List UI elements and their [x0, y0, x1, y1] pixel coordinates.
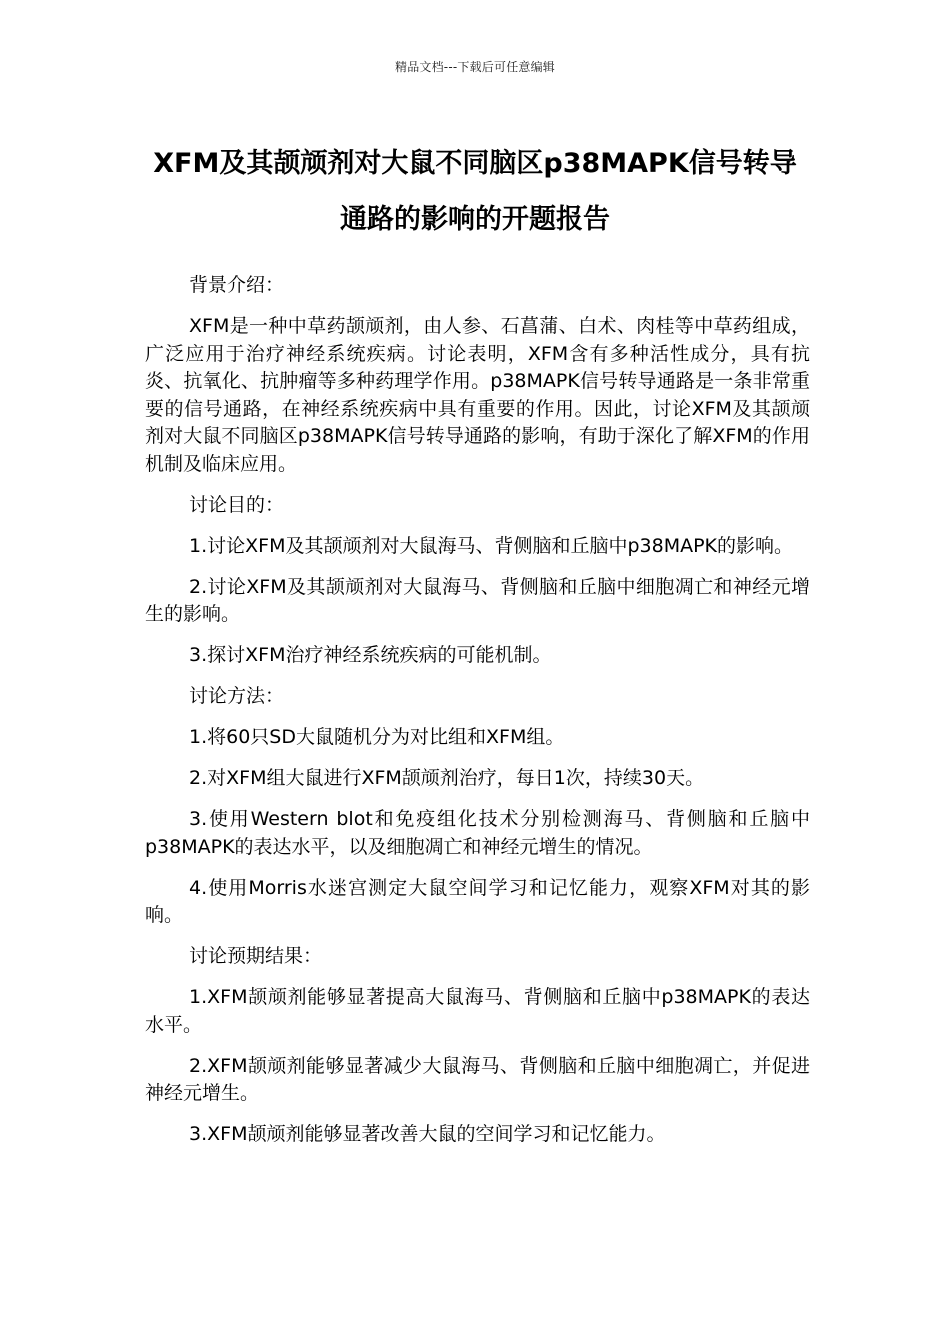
section-heading-methods: 讨论方法： [189, 685, 285, 707]
method-item: 4.使用Morris水迷宫测定大鼠空间学习和记忆能力，观察XFM对其的影响。 [145, 876, 810, 926]
method-item: 1.将60只SD大鼠随机分为对比组和XFM组。 [189, 726, 565, 748]
purpose-item: 2.讨论XFM及其颉颃剂对大鼠海马、背侧脑和丘脑中细胞凋亡和神经元增生的影响。 [145, 575, 810, 625]
header-note: 精品文档---下载后可任意编辑 [395, 60, 555, 74]
expected-result-item: 1.XFM颉颃剂能够显著提高大鼠海马、背侧脑和丘脑中p38MAPK的表达水平。 [145, 986, 810, 1036]
document-body [145, 272, 810, 1162]
method-item: 3.使用Western blot和免疫组化技术分别检测海马、背侧脑和丘脑中p38MAPK的表达水平，以及细胞凋亡和神经元增生的情况。 [145, 808, 810, 858]
section-heading-expected-results: 讨论预期结果： [189, 945, 323, 967]
document-title: XFM及其颉颃剂对大鼠不同脑区p38MAPK信号转导通路的影响的开题报告 [153, 148, 797, 235]
section-heading-purpose: 讨论目的： [189, 493, 285, 516]
paragraph-background: XFM是一种中草药颉颃剂，由人参、石菖蒲、白术、肉桂等中草药组成，广泛应用于治疗神经系统疾病。讨论表明，XFM含有多种活性成分，具有抗炎、抗氧化、抗肿瘤等多种药理学作用。p38MAPK信号转导通路是一条非常重要的信号通路，在神经系统疾病中具有重要的作用。因此，讨论XFM及其颉颃剂对大鼠不同脑区p38MAPK信号转导通路的影响，有助于深化了解XFM的作用机制及临床应用。 [145, 315, 810, 475]
expected-result-item: 3.XFM颉颃剂能够显著改善大鼠的空间学习和记忆能力。 [189, 1123, 666, 1145]
section-heading-background: 背景介绍： [189, 274, 285, 296]
expected-result-item: 2.XFM颉颃剂能够显著减少大鼠海马、背侧脑和丘脑中细胞凋亡，并促进神经元增生。 [145, 1054, 810, 1104]
purpose-item: 1.讨论XFM及其颉颃剂对大鼠海马、背侧脑和丘脑中p38MAPK的影响。 [189, 534, 794, 557]
purpose-item: 3.探讨XFM治疗神经系统疾病的可能机制。 [189, 644, 552, 666]
method-item: 2.对XFM组大鼠进行XFM颉颃剂治疗，每日1次，持续30天。 [189, 767, 705, 789]
